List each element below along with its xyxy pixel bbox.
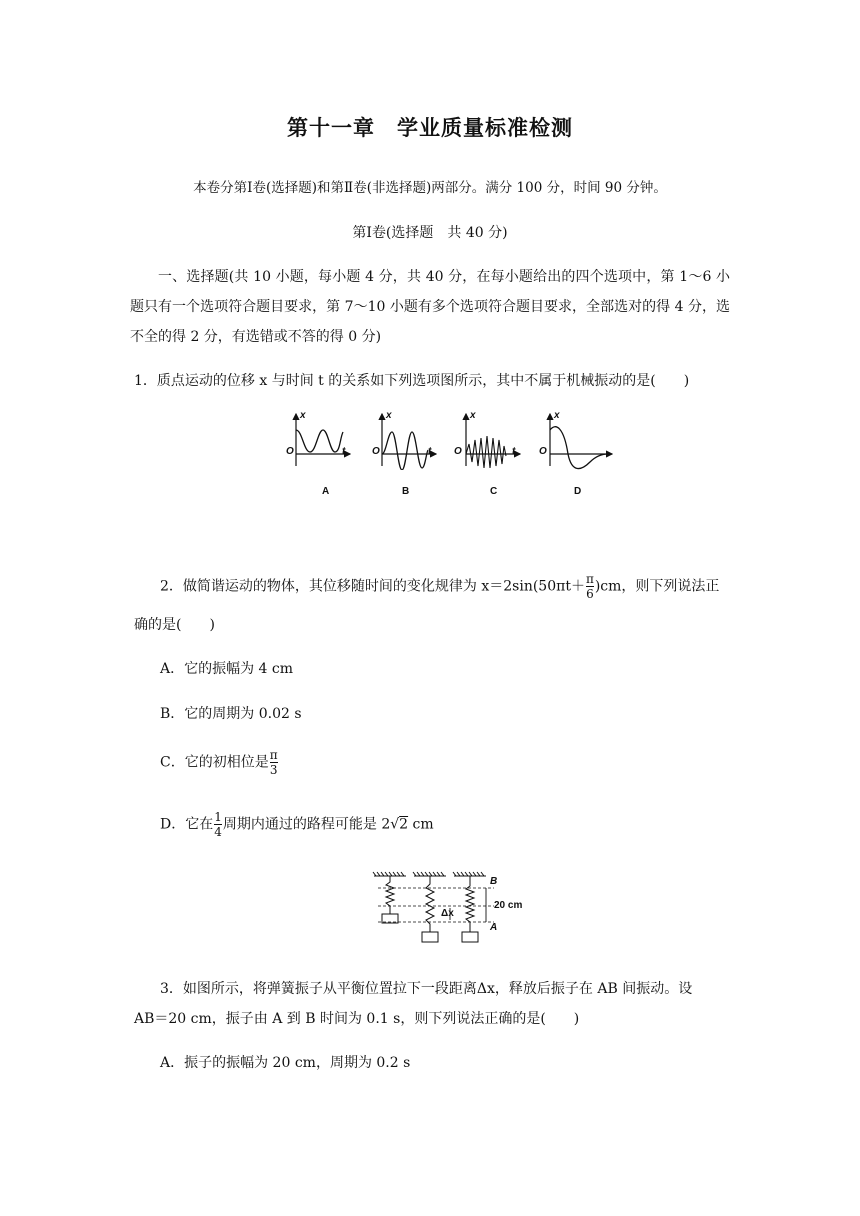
q1-d-yaxis: x — [554, 410, 560, 421]
q1-label-d: D — [574, 486, 582, 497]
q1-graph-b — [368, 410, 438, 470]
q3-stem-line1: 3．如图所示，将弹簧振子从平衡位置拉下一段距离Δx，释放后振子在 AB 间振动。设 — [160, 981, 693, 997]
q2-option-c-fraction — [270, 748, 278, 777]
q2-option-d-fraction — [214, 810, 222, 839]
q1-c-yaxis: x — [470, 410, 476, 421]
q1-label-b: B — [402, 486, 410, 497]
exam-note: 本卷分第Ⅰ卷(选择题)和第Ⅱ卷(非选择题)两部分。满分 100 分，时间 90 分钟。 — [193, 180, 667, 196]
q1-d-origin: O — [539, 446, 547, 457]
q2-option-c-num: π — [269, 748, 278, 762]
section-heading: 第Ⅰ卷(选择题 共 40 分) — [352, 225, 508, 241]
q1-b-origin: O — [372, 446, 380, 457]
q1-graph-a — [282, 410, 352, 470]
q2-option-d-text2: 周期内通过的路程可能是 2 — [222, 816, 391, 833]
q2-option-c-text: C．它的初相位是 — [160, 754, 269, 771]
q2-frac-den: 6 — [586, 587, 594, 601]
sqrt-sign: √ — [390, 816, 400, 833]
q1-label-c: C — [490, 486, 498, 497]
q2-frac-num: π — [585, 572, 594, 586]
q1-graphs — [282, 410, 622, 510]
q2-fraction — [586, 572, 594, 601]
q1-a-xaxis: t — [342, 446, 346, 457]
instructions-paragraph: 一、选择题(共 10 小题，每小题 4 分，共 40 分，在每小题给出的四个选项中，第 1～6 小题只有一个选项符合题目要求，第 7～10 小题有多个选项符合题目要求，全部选对的得 4 分，选不全的得 2 分，有选错或不答的得 0 分) — [130, 269, 730, 345]
q2-stem-part1: 2．做简谐运动的物体，其位移随时间的变化规律为 x＝2sin(50πt＋ — [160, 578, 585, 595]
q2-option-c-den: 3 — [269, 763, 278, 777]
q3-label-b: B — [490, 876, 498, 887]
q2-option-d-text1: D．它在 — [160, 816, 214, 833]
q2-stem-line1 — [160, 572, 719, 601]
q3-label-a: A — [490, 922, 498, 933]
q2-option-d-den: 4 — [214, 825, 222, 839]
q2-option-d — [160, 810, 434, 839]
q1-b-yaxis: x — [386, 410, 392, 421]
q3-stem-line2: AB＝20 cm，振子由 A 到 B 时间为 0.1 s，则下列说法正确的是( ) — [134, 1011, 580, 1027]
q2-option-b: B．它的周期为 0.02 s — [160, 706, 302, 722]
q1-c-origin: O — [454, 446, 462, 457]
q1-graph-c — [452, 410, 522, 470]
q1-a-origin: O — [286, 446, 294, 457]
q2-stem-line2: 确的是( ) — [134, 617, 215, 633]
q1-c-xaxis: t — [512, 446, 516, 457]
q2-stem-part2: )cm，则下列说法正 — [594, 578, 720, 595]
page-title: 第十一章 学业质量标准检测 — [287, 116, 573, 140]
q1-a-yaxis: x — [300, 410, 306, 421]
q1-stem: 1．质点运动的位移 x 与时间 t 的关系如下列选项图所示，其中不属于机械振动的是( ) — [134, 373, 690, 389]
q2-option-d-sqrt: 2 — [399, 816, 409, 833]
q2-option-c — [160, 748, 279, 777]
q2-option-a: A．它的振幅为 4 cm — [160, 661, 294, 677]
q3-label-dx: Δx — [441, 908, 454, 919]
q1-label-a: A — [322, 486, 330, 497]
q2-option-d-num: 1 — [214, 810, 222, 824]
q1-graph-d — [536, 410, 616, 470]
q2-option-d-text3: cm — [408, 816, 434, 833]
q3-option-a: A．振子的振幅为 20 cm，周期为 0.2 s — [160, 1055, 411, 1071]
q1-b-xaxis: t — [428, 446, 432, 457]
q3-label-length: 20 cm — [494, 900, 523, 911]
